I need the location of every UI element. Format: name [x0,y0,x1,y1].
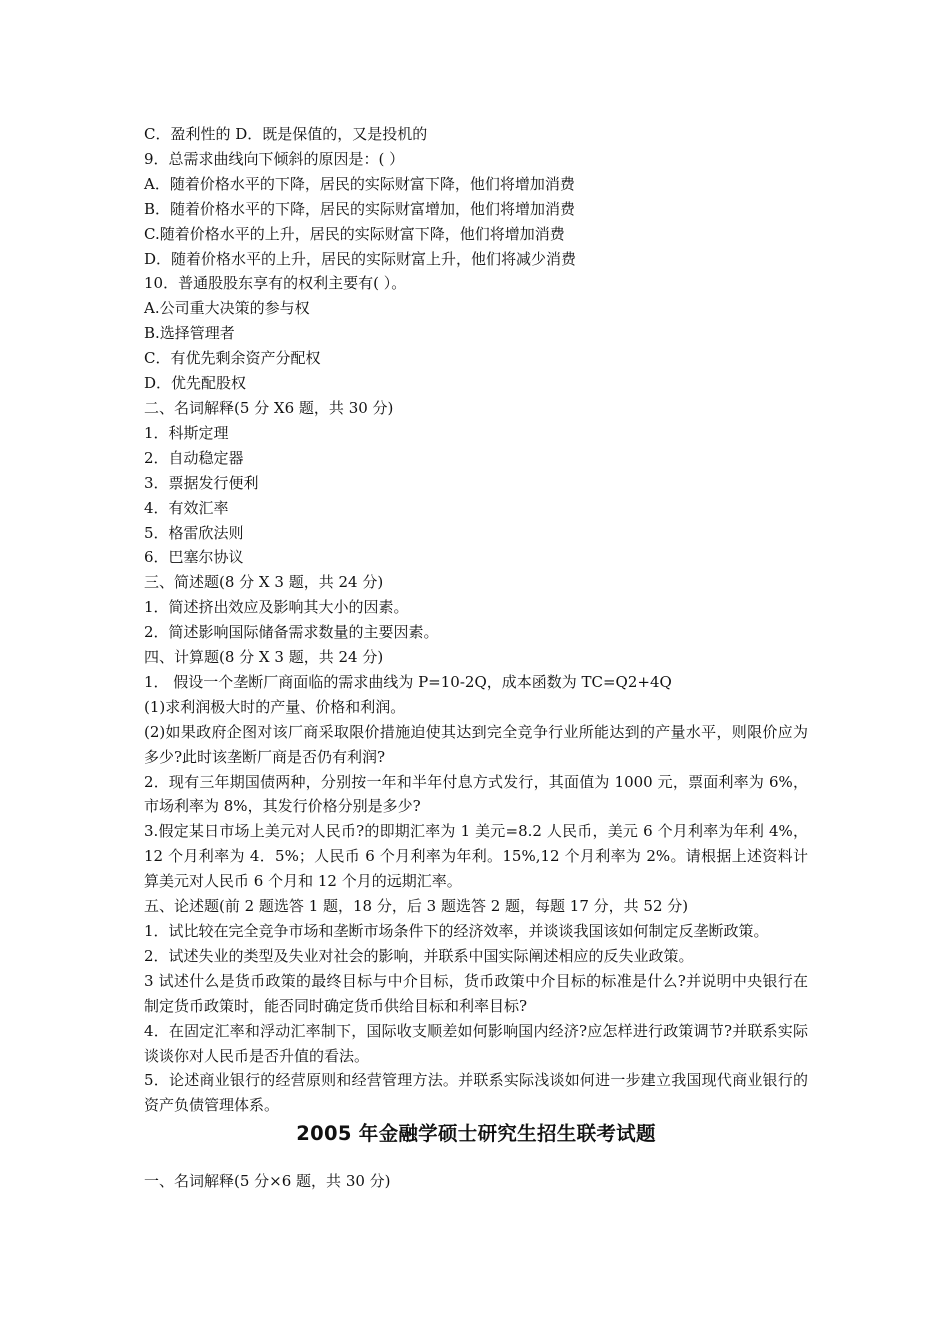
text-line: 6．巴塞尔协议 [144,548,244,567]
section-heading: 三、简述题(8 分 X 3 题，共 24 分) [144,573,384,592]
text-paragraph: 3 试述什么是货币政策的最终目标与中介目标，货币政策中介目标的标准是什么?并说明中央银行在制定货币政策时，能否同时确定货币供给目标和利率目标? [144,971,808,1015]
section-heading: 一、名词解释(5 分×6 题，共 30 分) [144,1172,391,1191]
text-paragraph: (2)如果政府企图对该厂商采取限价措施迫使其达到完全竞争行业所能达到的产量水平，则限价应为多少?此时该垄断厂商是否仍有利润? [144,722,808,766]
section-heading: 二、名词解释(5 分 X6 题，共 30 分) [144,398,394,417]
section-heading: 四、计算题(8 分 X 3 题，共 24 分) [144,648,384,667]
text-paragraph: 2．试述失业的类型及失业对社会的影响，并联系中国实际阐述相应的反失业政策。 [144,946,694,965]
text-line: A．随着价格水平的下降，居民的实际财富下降，他们将增加消费 [144,174,575,193]
text-paragraph: 5．论述商业银行的经营原则和经营管理方法。并联系实际浅谈如何进一步建立我国现代商业银行的资产负债管理体系。 [144,1071,808,1115]
text-line: C.随着价格水平的上升，居民的实际财富下降，他们将增加消费 [144,224,565,243]
text-line: (1)求利润极大时的产量、价格和利润。 [144,697,406,716]
text-line: 2．自动稳定器 [144,448,244,467]
text-line: 3．票据发行便利 [144,473,259,492]
text-line: 2．简述影响国际储备需求数量的主要因素。 [144,623,439,642]
text-line: B.选择管理者 [144,324,235,343]
text-line: C．有优先剩余资产分配权 [144,349,321,368]
text-line: 1． 假设一个垄断厂商面临的需求曲线为 P=10-2Q，成本函数为 TC=Q2+4Q [144,672,672,691]
text-line: A.公司重大决策的参与权 [144,299,310,318]
text-paragraph: 2．现有三年期国债两种，分别按一年和半年付息方式发行，其面值为 1000 元，票面利率为 6%，市场利率为 8%，其发行价格分别是多少? [144,772,808,816]
text-line: C．盈利性的 D．既是保值的，又是投机的 [144,125,428,143]
text-paragraph: 1．试比较在完全竞争市场和垄断市场条件下的经济效率，并谈谈我国该如何制定反垄断政策。 [144,922,769,940]
text-line: 1．简述挤出效应及影响其大小的因素。 [144,598,409,617]
text-paragraph: 3.假定某日市场上美元对人民币?的即期汇率为 1 美元=8.2 人民币，美元 6 个月利率为年利 4%，12 个月利率为 4．5%；人民币 6 个月利率为年利。15%,12 个月利率为 2%。请根据上述资料计算美元对人民币 6 个月和 12 个月的远期汇率。 [144,822,808,891]
text-line: B．随着价格水平的下降，居民的实际财富增加，他们将增加消费 [144,199,576,218]
text-line: D．优先配股权 [144,374,247,393]
section-heading: 五、论述题(前 2 题选答 1 题，18 分，后 3 题选答 2 题，每题 17 分，共 52 分) [144,897,689,916]
document-page [144,122,808,1194]
text-line: D．随着价格水平的上升，居民的实际财富上升，他们将减少消费 [144,249,577,268]
exam-title: 2005 年金融学硕士研究生招生联考试题 [296,1122,656,1146]
text-line: 5．格雷欣法则 [144,523,244,542]
text-line: 4．有效汇率 [144,498,229,517]
text-paragraph: 4．在固定汇率和浮动汇率制下，国际收支顺差如何影响国内经济?应怎样进行政策调节?并联系实际谈谈你对人民币是否升值的看法。 [144,1021,808,1065]
text-line: 1．科斯定理 [144,423,229,442]
text-line: 9．总需求曲线向下倾斜的原因是：( ） [144,149,405,168]
text-line: 10．普通股股东享有的权利主要有( ）。 [144,274,407,293]
